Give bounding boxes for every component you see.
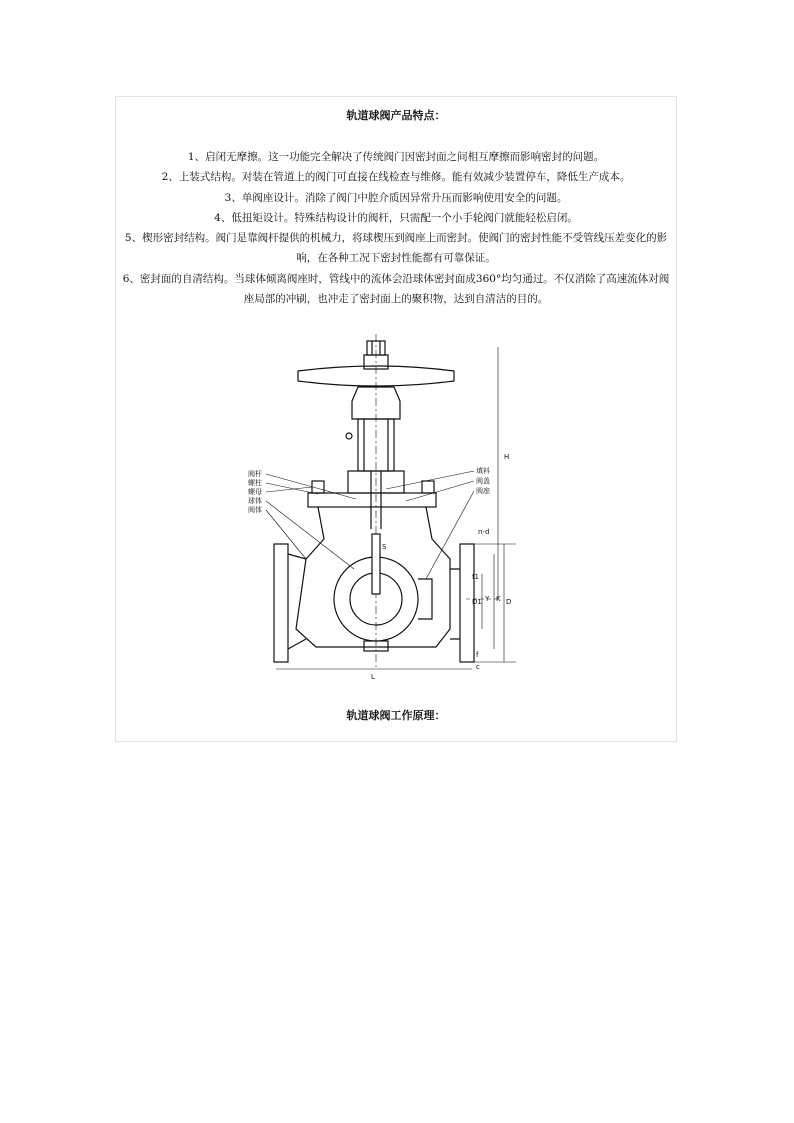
dim-D1: D1: [472, 598, 482, 606]
dim-Y: Y: [485, 595, 490, 603]
label-stem: 阀杆: [248, 470, 262, 478]
dim-K: K: [496, 595, 501, 603]
label-ball: 球体: [248, 497, 262, 505]
valve-diagram: [236, 329, 556, 681]
page-title: 轨道球阀产品特点：: [346, 109, 446, 122]
dim-S: S: [382, 543, 387, 551]
label-packing: 填料: [476, 467, 490, 475]
dim-H: H: [504, 453, 510, 461]
content-card: [115, 96, 677, 742]
features-list: [122, 147, 670, 309]
label-stud: 螺柱: [248, 479, 262, 487]
dim-f: f: [476, 651, 479, 659]
dim-L: L: [371, 673, 375, 681]
dim-D: D: [506, 598, 512, 606]
dim-c: c: [476, 663, 480, 671]
feature-1: 1、启闭无摩擦。这一功能完全解决了传统阀门因密封面之间相互摩擦而影响密封的问题。: [187, 151, 605, 163]
feature-4: 4、低扭矩设计。特殊结构设计的阀杆，只需配一个小手轮阀门就能轻松启闭。: [214, 211, 578, 224]
feature-5: 5、楔形密封结构。阀门是靠阀杆提供的机械力，将球楔压到阀座上而密封。使阀门的密封性能不受管线压差变化的影响，在各种工况下密封性能都有可靠保证。: [124, 232, 668, 265]
label-bonnet: 阀盖: [476, 477, 490, 485]
feature-2: 2、上装式结构。对装在管道上的阀门可直接在线检查与维修。能有效减少装置停车，降低生产成本。: [161, 171, 631, 184]
feature-3: 3、单阀座设计。消除了阀门中腔介质因异常升压而影响使用安全的问题。: [224, 191, 568, 204]
section-subtitle: 轨道球阀工作原理：: [346, 709, 446, 722]
dim-f1: f1: [472, 573, 479, 581]
valve-drawing: [236, 329, 556, 681]
label-nut: 螺母: [248, 488, 262, 496]
dim-nd: n-d: [478, 528, 490, 536]
label-body: 阀体: [248, 506, 262, 514]
label-seat: 阀座: [476, 487, 490, 495]
feature-6: 6、密封面的自清结构。当球体倾离阀座时，管线中的流体会沿球体密封面成360°均匀通过。不仅消除了高速流体对阀座局部的冲刷，也冲走了密封面上的聚积物，达到自清洁的目的。: [122, 272, 670, 306]
